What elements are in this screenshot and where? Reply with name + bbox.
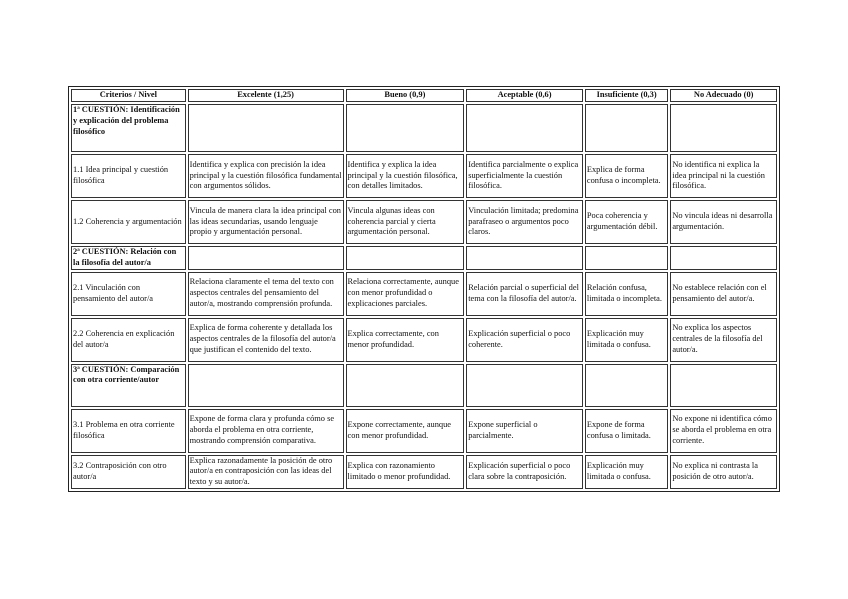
criterion-cell: 1.1 Idea principal y cuestión filosófica [71, 154, 186, 198]
level-no-adecuado-cell: No identifica ni explica la idea principal ni la cuestión filosófica. [670, 154, 777, 198]
level-bueno-cell: Expone correctamente, aunque con menor profundidad. [346, 409, 465, 453]
criterion-cell: 2.1 Vinculación con pensamiento del autor/a [71, 272, 186, 316]
level-no-adecuado-cell: No explica los aspectos centrales de la filosofía del autor/a. [670, 318, 777, 362]
level-aceptable-cell: Vinculación limitada; predomina parafraseo o argumentos poco claros. [466, 200, 583, 244]
level-bueno-cell: Vincula algunas ideas con coherencia parcial y cierta argumentación personal. [346, 200, 465, 244]
level-no-adecuado-cell: No explica ni contrasta la posición de otro autor/a. [670, 455, 777, 489]
level-insuficiente-cell: Explica de forma confusa o incompleta. [585, 154, 668, 198]
empty-cell [188, 104, 344, 152]
level-aceptable-cell: Relación parcial o superficial del tema con la filosofía del autor/a. [466, 272, 583, 316]
header-excelente: Excelente (1,25) [188, 89, 344, 102]
level-insuficiente-cell: Relación confusa, limitada o incompleta. [585, 272, 668, 316]
rubric-table [68, 86, 780, 492]
level-no-adecuado-cell: No establece relación con el pensamiento del autor/a. [670, 272, 777, 316]
empty-cell [188, 246, 344, 270]
criterion-cell: 1.2 Coherencia y argumentación [71, 200, 186, 244]
section-row [71, 364, 777, 407]
level-excelente-cell: Relaciona claramente el tema del texto con aspectos centrales del pensamiento del autor/a, mostrando comprensión profunda. [188, 272, 344, 316]
level-bueno-cell: Identifica y explica la idea principal y la cuestión filosófica, con detalles limitados. [346, 154, 465, 198]
table-row [71, 154, 777, 198]
empty-cell [670, 104, 777, 152]
header-row [71, 89, 777, 102]
level-aceptable-cell: Explicación superficial o poco clara sobre la contraposición. [466, 455, 583, 489]
level-insuficiente-cell: Explicación muy limitada o confusa. [585, 455, 668, 489]
level-aceptable-cell: Expone superficial o parcialmente. [466, 409, 583, 453]
header-no-adecuado: No Adecuado (0) [670, 89, 777, 102]
level-excelente-cell: Explica de forma coherente y detallada los aspectos centrales de la filosofía del autor/a que justifican el contenido del texto. [188, 318, 344, 362]
level-aceptable-cell: Explicación superficial o poco coherente. [466, 318, 583, 362]
header-criterios: Criterios / Nivel [71, 89, 186, 102]
empty-cell [670, 364, 777, 407]
empty-cell [346, 364, 465, 407]
criterion-cell: 2.2 Coherencia en explicación del autor/a [71, 318, 186, 362]
table-row [71, 455, 777, 489]
empty-cell [188, 364, 344, 407]
criterion-cell: 3.1 Problema en otra corriente filosófica [71, 409, 186, 453]
header-insuficiente: Insuficiente (0,3) [585, 89, 668, 102]
empty-cell [346, 104, 465, 152]
level-excelente-cell: Vincula de manera clara la idea principal con las ideas secundarias, usando lenguaje propio y argumentación personal. [188, 200, 344, 244]
section-title: 1ª CUESTIÓN: Identificación y explicación del problema filosófico [71, 104, 186, 152]
section-title: 2ª CUESTIÓN: Relación con la filosofía del autor/a [71, 246, 186, 270]
level-excelente-cell: Explica razonadamente la posición de otro autor/a en contraposición con las ideas del texto y su autor/a. [188, 455, 344, 489]
empty-cell [585, 364, 668, 407]
section-row [71, 104, 777, 152]
empty-cell [466, 364, 583, 407]
level-insuficiente-cell: Poca coherencia y argumentación débil. [585, 200, 668, 244]
table-row [71, 409, 777, 453]
level-bueno-cell: Relaciona correctamente, aunque con menor profundidad o explicaciones parciales. [346, 272, 465, 316]
table-row [71, 318, 777, 362]
level-insuficiente-cell: Expone de forma confusa o limitada. [585, 409, 668, 453]
level-insuficiente-cell: Explicación muy limitada o confusa. [585, 318, 668, 362]
level-excelente-cell: Identifica y explica con precisión la idea principal y la cuestión filosófica fundamental con argumentos sólidos. [188, 154, 344, 198]
section-title: 3ª CUESTIÓN: Comparación con otra corriente/autor [71, 364, 186, 407]
empty-cell [670, 246, 777, 270]
level-excelente-cell: Expone de forma clara y profunda cómo se aborda el problema en otra corriente, mostrando comprensión comparativa. [188, 409, 344, 453]
header-aceptable: Aceptable (0,6) [466, 89, 583, 102]
empty-cell [466, 104, 583, 152]
table-row [71, 272, 777, 316]
level-no-adecuado-cell: No expone ni identifica cómo se aborda el problema en otra corriente. [670, 409, 777, 453]
level-no-adecuado-cell: No vincula ideas ni desarrolla argumentación. [670, 200, 777, 244]
empty-cell [466, 246, 583, 270]
empty-cell [585, 104, 668, 152]
level-bueno-cell: Explica correctamente, con menor profundidad. [346, 318, 465, 362]
empty-cell [585, 246, 668, 270]
level-aceptable-cell: Identifica parcialmente o explica superficialmente la cuestión filosófica. [466, 154, 583, 198]
section-row [71, 246, 777, 270]
empty-cell [346, 246, 465, 270]
header-bueno: Bueno (0,9) [346, 89, 465, 102]
criterion-cell: 3.2 Contraposición con otro autor/a [71, 455, 186, 489]
level-bueno-cell: Explica con razonamiento limitado o menor profundidad. [346, 455, 465, 489]
table-row [71, 200, 777, 244]
